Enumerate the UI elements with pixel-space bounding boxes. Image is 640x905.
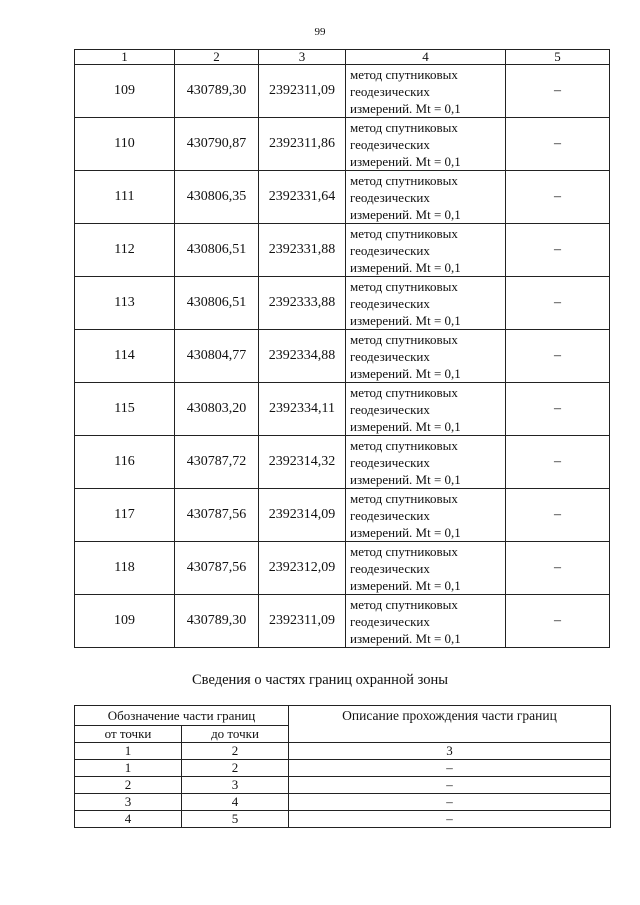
method-line: измерений. Mt = 0,1: [350, 153, 461, 169]
note-cell: –: [506, 277, 610, 330]
table-row: [75, 489, 610, 542]
method-line: метод спутниковых: [350, 543, 458, 559]
method-line: измерений. Mt = 0,1: [350, 630, 461, 646]
y-coordinate-cell: 2392311,09: [259, 595, 346, 648]
method-line: измерений. Mt = 0,1: [350, 577, 461, 593]
y-coordinate-cell: 2392333,88: [259, 277, 346, 330]
method-line: метод спутниковых: [350, 119, 458, 135]
method-line: геодезических: [350, 507, 430, 523]
x-coordinate-cell: 430787,56: [175, 542, 259, 595]
method-line: геодезических: [350, 242, 430, 258]
y-coordinate-cell: 2392334,11: [259, 383, 346, 436]
point-number-cell: 110: [75, 118, 175, 171]
method-cell: [346, 118, 506, 171]
table-row: [75, 794, 611, 811]
point-number-cell: 113: [75, 277, 175, 330]
table-row: [75, 118, 610, 171]
method-line: метод спутниковых: [350, 384, 458, 400]
note-cell: –: [506, 489, 610, 542]
header-description: Описание прохождения части границ: [289, 706, 611, 743]
point-number-cell: 118: [75, 542, 175, 595]
note-cell: –: [506, 171, 610, 224]
method-cell: [346, 65, 506, 118]
column-number-2: 2: [182, 743, 289, 760]
point-number-cell: 109: [75, 65, 175, 118]
y-coordinate-cell: 2392334,88: [259, 330, 346, 383]
column-numbering-row: [75, 743, 611, 760]
note-cell: –: [506, 595, 610, 648]
note-cell: –: [506, 65, 610, 118]
x-coordinate-cell: 430806,51: [175, 224, 259, 277]
table-header-row: [75, 50, 610, 65]
boundary-parts-table: [74, 705, 611, 828]
method-line: геодезических: [350, 136, 430, 152]
point-number-cell: 115: [75, 383, 175, 436]
method-cell: [346, 171, 506, 224]
method-line: метод спутниковых: [350, 437, 458, 453]
to-point-cell: 5: [182, 811, 289, 828]
y-coordinate-cell: 2392311,86: [259, 118, 346, 171]
table-row: [75, 542, 610, 595]
x-coordinate-cell: 430806,51: [175, 277, 259, 330]
point-number-cell: 114: [75, 330, 175, 383]
header-from-point: от точки: [75, 726, 182, 743]
method-line: геодезических: [350, 401, 430, 417]
table-row: [75, 383, 610, 436]
method-line: геодезических: [350, 83, 430, 99]
method-line: метод спутниковых: [350, 490, 458, 506]
x-coordinate-cell: 430804,77: [175, 330, 259, 383]
table-row: [75, 760, 611, 777]
method-line: измерений. Mt = 0,1: [350, 524, 461, 540]
method-cell: [346, 330, 506, 383]
description-cell: –: [289, 760, 611, 777]
x-coordinate-cell: 430790,87: [175, 118, 259, 171]
method-line: измерений. Mt = 0,1: [350, 365, 461, 381]
method-cell: [346, 436, 506, 489]
table-header-row: [75, 706, 611, 726]
note-cell: –: [506, 436, 610, 489]
method-line: измерений. Mt = 0,1: [350, 418, 461, 434]
header-to-point: до точки: [182, 726, 289, 743]
y-coordinate-cell: 2392314,32: [259, 436, 346, 489]
method-line: геодезических: [350, 189, 430, 205]
description-cell: –: [289, 794, 611, 811]
y-coordinate-cell: 2392331,88: [259, 224, 346, 277]
method-line: метод спутниковых: [350, 172, 458, 188]
x-coordinate-cell: 430789,30: [175, 65, 259, 118]
method-line: геодезических: [350, 613, 430, 629]
table-row: [75, 777, 611, 794]
column-number-5: 5: [506, 50, 610, 65]
description-cell: –: [289, 811, 611, 828]
header-boundary-part: Обозначение части границ: [75, 706, 289, 726]
method-line: измерений. Mt = 0,1: [350, 312, 461, 328]
method-cell: [346, 489, 506, 542]
note-cell: –: [506, 224, 610, 277]
method-line: геодезических: [350, 295, 430, 311]
to-point-cell: 3: [182, 777, 289, 794]
x-coordinate-cell: 430806,35: [175, 171, 259, 224]
to-point-cell: 2: [182, 760, 289, 777]
method-cell: [346, 224, 506, 277]
from-point-cell: 4: [75, 811, 182, 828]
method-line: измерений. Mt = 0,1: [350, 471, 461, 487]
x-coordinate-cell: 430787,56: [175, 489, 259, 542]
method-line: метод спутниковых: [350, 331, 458, 347]
point-number-cell: 112: [75, 224, 175, 277]
column-number-3: 3: [289, 743, 611, 760]
column-number-3: 3: [259, 50, 346, 65]
y-coordinate-cell: 2392314,09: [259, 489, 346, 542]
method-line: метод спутниковых: [350, 225, 458, 241]
method-line: измерений. Mt = 0,1: [350, 259, 461, 275]
column-number-4: 4: [346, 50, 506, 65]
method-line: геодезических: [350, 560, 430, 576]
from-point-cell: 2: [75, 777, 182, 794]
method-line: метод спутниковых: [350, 278, 458, 294]
table-row: [75, 811, 611, 828]
method-cell: [346, 542, 506, 595]
method-cell: [346, 277, 506, 330]
table-row: [75, 224, 610, 277]
x-coordinate-cell: 430787,72: [175, 436, 259, 489]
note-cell: –: [506, 330, 610, 383]
y-coordinate-cell: 2392311,09: [259, 65, 346, 118]
method-line: измерений. Mt = 0,1: [350, 100, 461, 116]
y-coordinate-cell: 2392331,64: [259, 171, 346, 224]
x-coordinate-cell: 430803,20: [175, 383, 259, 436]
table-row: [75, 171, 610, 224]
method-cell: [346, 595, 506, 648]
note-cell: –: [506, 118, 610, 171]
table-row: [75, 330, 610, 383]
point-number-cell: 111: [75, 171, 175, 224]
section-title: Сведения о частях границ охранной зоны: [192, 672, 448, 688]
table-row: [75, 277, 610, 330]
from-point-cell: 1: [75, 760, 182, 777]
x-coordinate-cell: 430789,30: [175, 595, 259, 648]
column-number-1: 1: [75, 50, 175, 65]
description-cell: –: [289, 777, 611, 794]
column-number-1: 1: [75, 743, 182, 760]
method-line: геодезических: [350, 454, 430, 470]
point-number-cell: 109: [75, 595, 175, 648]
y-coordinate-cell: 2392312,09: [259, 542, 346, 595]
table-row: [75, 595, 610, 648]
point-number-cell: 117: [75, 489, 175, 542]
method-line: измерений. Mt = 0,1: [350, 206, 461, 222]
method-line: геодезических: [350, 348, 430, 364]
method-line: метод спутниковых: [350, 596, 458, 612]
point-number-cell: 116: [75, 436, 175, 489]
note-cell: –: [506, 383, 610, 436]
column-number-2: 2: [175, 50, 259, 65]
table-row: [75, 436, 610, 489]
method-cell: [346, 383, 506, 436]
note-cell: –: [506, 542, 610, 595]
page-number: 99: [314, 26, 326, 38]
method-line: метод спутниковых: [350, 66, 458, 82]
coordinates-table: [74, 49, 610, 648]
table-row: [75, 65, 610, 118]
to-point-cell: 4: [182, 794, 289, 811]
from-point-cell: 3: [75, 794, 182, 811]
